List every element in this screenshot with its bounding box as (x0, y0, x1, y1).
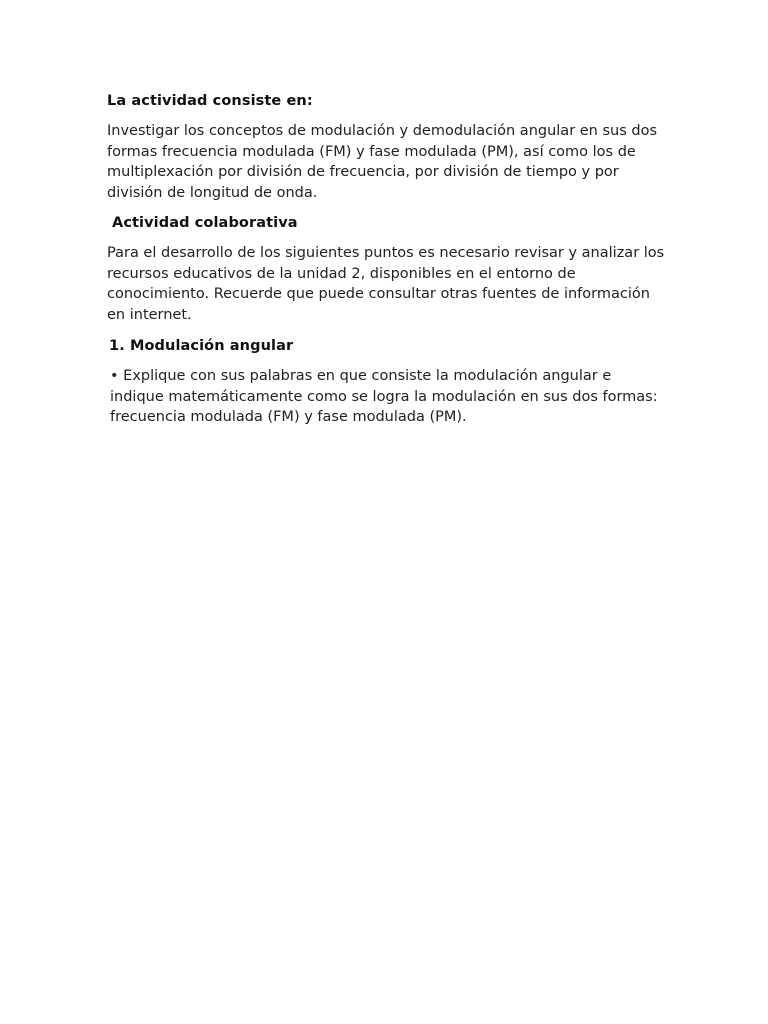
collaborative-description: Para el desarrollo de los siguientes puntos es necesario revisar y analizar los recursos educativos de la unidad 2, disponibles en el entorno de conocimiento. Recuerde que puede consultar otras fuentes de información en internet. (107, 245, 665, 323)
section-heading-angular-modulation: 1. Modulación angular (109, 338, 294, 354)
section-heading-activity: La actividad consiste en: (107, 93, 313, 109)
document-page (107, 90, 667, 428)
angular-modulation-task: • Explique con sus palabras en que consiste la modulación angular e indique matemáticamente como se logra la modulación en sus dos formas: frecuencia modulada (FM) y fase modulada (PM). (110, 368, 658, 425)
section-heading-collaborative: Actividad colaborativa (112, 215, 298, 231)
activity-description: Investigar los conceptos de modulación y demodulación angular en sus dos formas frecuencia modulada (FM) y fase modulada (PM), así como los de multiplexación por división de frecuencia, por división de tiempo y por división de longitud de onda. (107, 123, 658, 201)
